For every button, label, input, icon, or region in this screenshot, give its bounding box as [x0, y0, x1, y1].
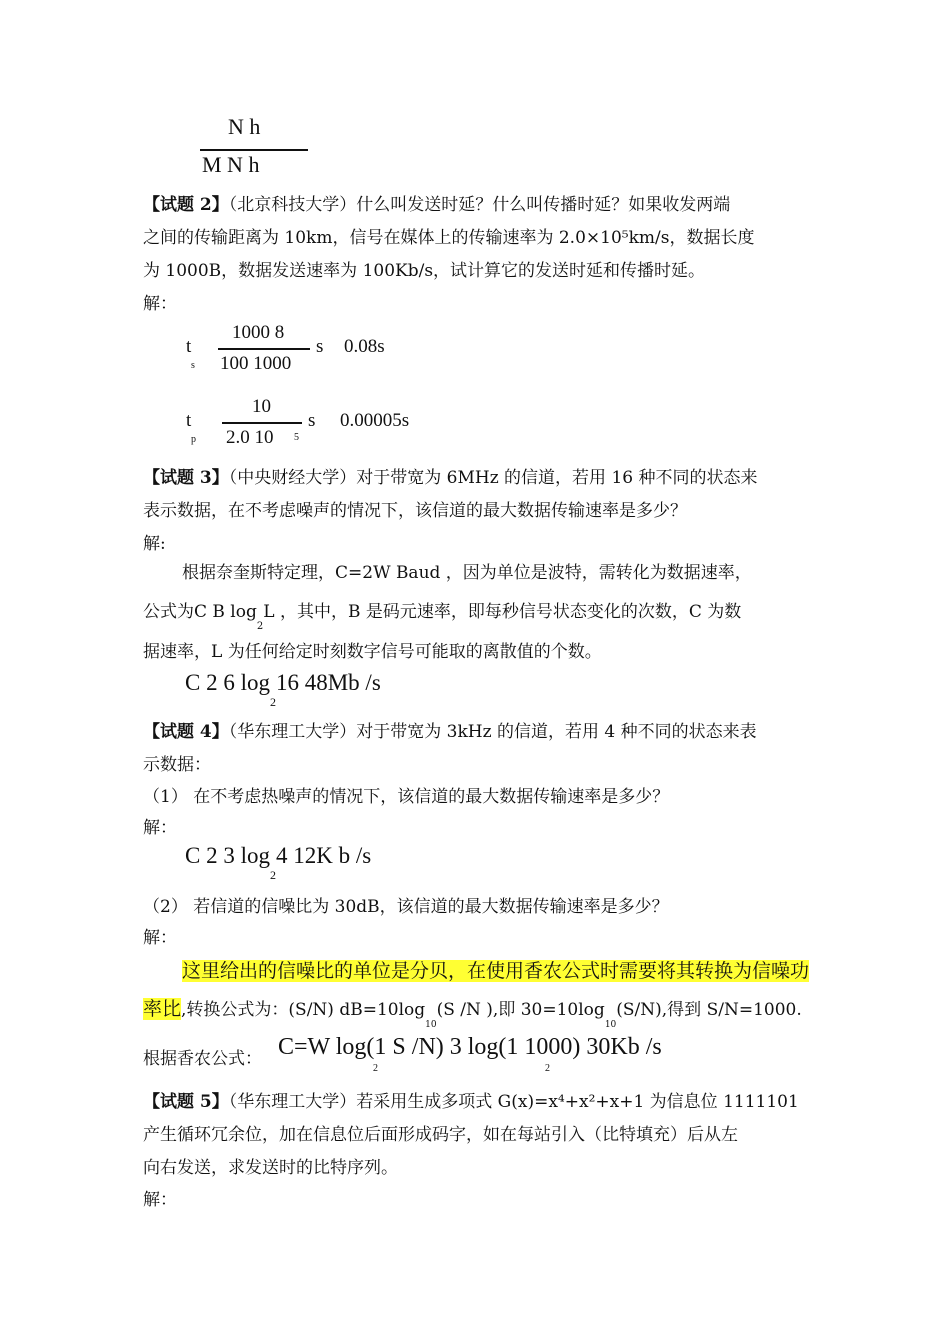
- q4-answer-label-1: 解：: [143, 818, 177, 838]
- q4-text-line-1: 【试题 4】（华东理工大学）对于带宽为 3kHz 的信道，若用 4 种不同的状态来表: [143, 722, 757, 742]
- q4-shannon-label: 根据香农公式：: [143, 1049, 262, 1069]
- top-fraction-denominator: M N h: [202, 152, 260, 177]
- q5-answer-label: 解：: [143, 1190, 177, 1210]
- q3-formula: C 2 6 $\log_216$ 48Mb /s: [185, 670, 381, 709]
- q5-text-line-2: 产生循环冗余位，加在信息位后面形成码字，如在每站引入（比特填充）后从左: [143, 1125, 738, 1145]
- tp-numerator: 10: [252, 396, 271, 417]
- tp-denominator: 2.0 10: [226, 427, 274, 448]
- q2-answer-label: 解：: [143, 294, 177, 314]
- q3-title: 【试题 3】: [143, 468, 229, 488]
- q4-title: 【试题 4】: [143, 722, 229, 742]
- ts-unit: s: [316, 336, 324, 357]
- q4-formula-1: C 2 3 $\log_24$ 12K b /s: [185, 843, 372, 882]
- q4-sub-question-2: （2） 若信道的信噪比为 30dB，该信道的最大数据传输速率是多少？: [143, 897, 669, 917]
- tp-result: 0.00005s: [340, 410, 410, 431]
- q3-para-2: 公式为C B $\log_2L$ ，其中，B 是码元速率，即每秒信号状态变化的次数，C 为数: [143, 602, 742, 632]
- q4-text-line-2: 示数据：: [143, 755, 211, 775]
- q4-highlight-line-1: 这里给出的信噪比的单位是分贝，在使用香农公式时需要将其转换为信噪功: [182, 960, 810, 982]
- q4-shannon-sub-1: 2: [373, 1063, 378, 1074]
- q4-sub-question-1: （1） 在不考虑热噪声的情况下，该信道的最大数据传输速率是多少？: [143, 787, 670, 807]
- q4-answer-label-2: 解：: [143, 928, 177, 948]
- q5-text-line-3: 向右发送，求发送时的比特序列。: [143, 1158, 398, 1178]
- q2-text-line-3: 为 1000B，数据发送速率为 100Kb/s，试计算它的发送时延和传播时延。: [143, 261, 706, 281]
- tp-denominator-exp: 5: [294, 432, 299, 443]
- q3-para-3: 据速率，L 为任何给定时刻数字信号可能取的离散值的个数。: [143, 642, 602, 662]
- ts-fraction-bar: [218, 348, 310, 350]
- ts-numerator: 1000 8: [232, 322, 285, 343]
- ts-var: t: [186, 336, 192, 357]
- q3-text-line-2: 表示数据，在不考虑噪声的情况下，该信道的最大数据传输速率是多少？: [143, 501, 687, 521]
- tp-var: t: [186, 410, 192, 431]
- q2-title: 【试题 2】: [143, 195, 229, 215]
- tp-unit: s: [308, 410, 316, 431]
- q2-text-line-1: 【试题 2】（北京科技大学）什么叫发送时延？什么叫传播时延？如果收发两端: [143, 195, 731, 215]
- q3-answer-label: 解:: [143, 534, 166, 554]
- q5-title: 【试题 5】: [143, 1092, 229, 1112]
- ts-result: 0.08s: [344, 336, 385, 357]
- q5-text-line-1: 【试题 5】（华东理工大学）若采用生成多项式 G(x)=x⁴+x²+x+1 为信息位 1111101: [143, 1092, 799, 1112]
- q2-text-line-2: 之间的传输距离为 10km，信号在媒体上的传输速率为 2.0×10⁵km/s，数据长度: [143, 228, 755, 248]
- q4-shannon-sub-2: 2: [545, 1063, 550, 1074]
- ts-denominator: 100 1000: [220, 353, 292, 374]
- q4-conversion-line: 率比,转换公式为：(S/N) $dB=10\log_{10}(S$ /N ),即 $30=10\log_{10}(S/N)$,得到 S/N=1000.: [143, 998, 802, 1030]
- q4-shannon-formula: C=W log(1 S /N) 3 log(1 1000) 30Kb /s: [278, 1034, 662, 1060]
- top-fraction-bar: [200, 149, 308, 151]
- q3-para-1: 根据奈奎斯特定理，C=2W Baud ，因为单位是波特，需转化为数据速率，: [182, 563, 752, 583]
- tp-fraction-bar: [222, 422, 302, 424]
- top-fraction-numerator: N h: [228, 114, 261, 139]
- q3-text-line-1: 【试题 3】（中央财经大学）对于带宽为 6MHz 的信道，若用 16 种不同的状态来: [143, 468, 758, 488]
- ts-sub: s: [191, 360, 195, 371]
- tp-sub: p: [191, 434, 196, 445]
